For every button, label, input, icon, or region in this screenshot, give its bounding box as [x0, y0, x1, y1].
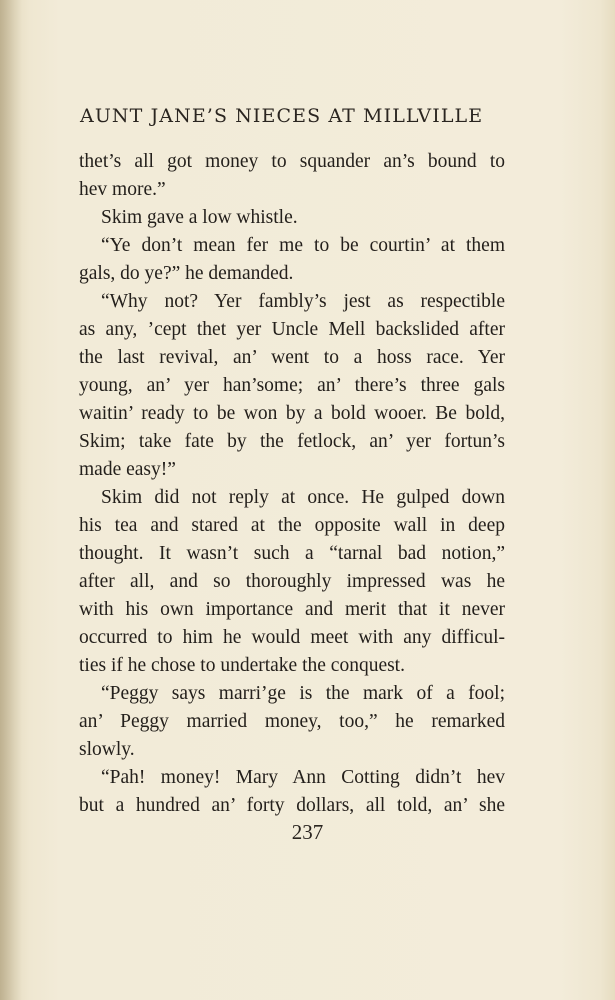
running-head: AUNT JANE’S NIECES AT MILLVILLE	[80, 105, 484, 127]
text-line: occurred to him he would meet with any difficul-	[79, 627, 505, 648]
text-line: slowly.	[79, 739, 135, 760]
text-line: “Peggy says marri’ge is the mark of a fool;	[101, 683, 505, 704]
text-line: with his own importance and merit that it never	[79, 599, 505, 620]
page-number: 237	[291, 820, 324, 844]
text-line: after all, and so thoroughly impressed was he	[79, 571, 505, 592]
text-line: hev more.”	[79, 179, 166, 200]
text-line: thought. It wasn’t such a “tarnal bad notion,”	[79, 543, 505, 564]
text-line: Skim did not reply at once. He gulped down	[101, 487, 505, 508]
text-line: “Ye don’t mean fer me to be courtin’ at them	[101, 235, 505, 256]
body-text	[79, 148, 505, 820]
text-line: young, an’ yer han’some; an’ there’s three gals	[79, 375, 505, 396]
text-line: as any, ’cept thet yer Uncle Mell backslided after	[79, 319, 505, 340]
text-line: made easy!”	[79, 459, 176, 480]
text-line: “Why not? Yer fambly’s jest as respectible	[101, 291, 505, 312]
text-line: but a hundred an’ forty dollars, all told, an’ she	[79, 795, 505, 816]
text-line: waitin’ ready to be won by a bold wooer. Be bold,	[79, 403, 505, 424]
gutter-shadow	[0, 0, 22, 1000]
text-line: the last revival, an’ went to a hoss race. Yer	[79, 347, 505, 368]
text-line: Skim gave a low whistle.	[101, 207, 298, 228]
text-line: his tea and stared at the opposite wall in deep	[79, 515, 505, 536]
text-line: gals, do ye?” he demanded.	[79, 263, 294, 284]
text-line: “Pah! money! Mary Ann Cotting didn’t hev	[101, 767, 505, 788]
text-line: an’ Peggy married money, too,” he remarked	[79, 711, 505, 732]
text-line: ties if he chose to undertake the conquest.	[79, 655, 405, 676]
text-line: thet’s all got money to squander an’s bound to	[79, 151, 505, 172]
text-line: Skim; take fate by the fetlock, an’ yer fortun’s	[79, 431, 505, 452]
